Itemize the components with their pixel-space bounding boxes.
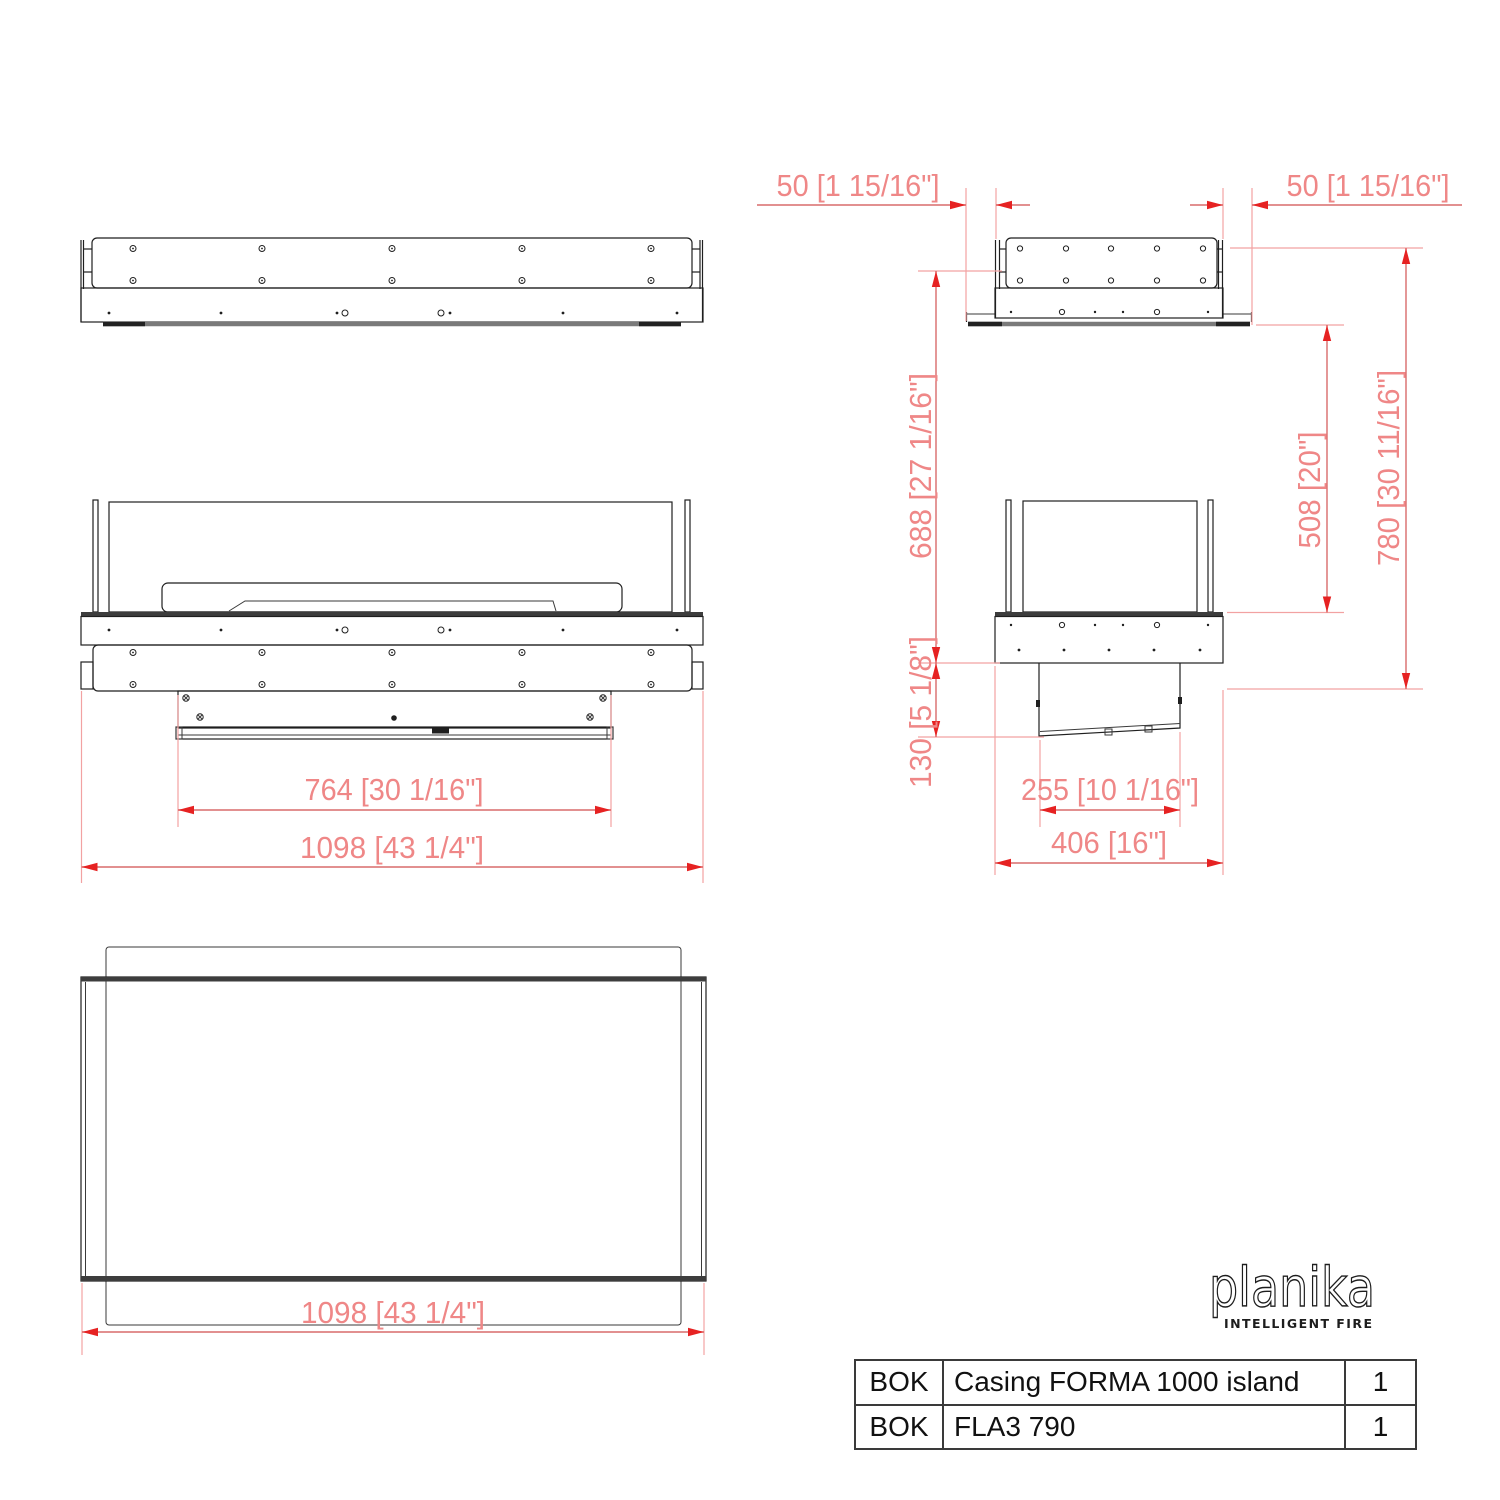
dim-casing-width: 1098 [43 1/4"] [300,830,484,865]
brand-logo [1209,1256,1375,1331]
part-description: FLA3 790 [943,1405,1345,1450]
screw-icons [130,246,654,284]
side-view [995,500,1223,736]
rivet-icons [1010,309,1209,314]
screw-icons [1017,246,1205,283]
dimension-annotations [82,168,1463,1355]
part-code: BOK [855,1360,943,1405]
dim-overhang-left: 50 [1 15/16"] [776,168,940,203]
burner-screw-icons [183,695,606,721]
part-code: BOK [855,1405,943,1450]
planika-logo-text: planika [1209,1256,1375,1319]
front-view [81,500,703,739]
table-row [855,1360,1416,1405]
part-qty: 1 [1345,1405,1416,1450]
screw-icons [130,650,654,688]
part-qty: 1 [1345,1360,1416,1405]
planika-logo-tagline: INTELLIGENT FIRE [1224,1316,1372,1331]
dim-overhang-right: 50 [1 15/16"] [1286,168,1450,203]
dim-burner-width: 764 [30 1/16"] [304,772,484,807]
dim-burner-depth: 255 [10 1/16"] [1021,772,1199,807]
dim-glass-height: 508 [20"] [1292,425,1327,549]
glass-panel-view [81,947,706,1325]
part-description: Casing FORMA 1000 island [943,1360,1345,1405]
rivet-icons [108,627,679,633]
top-view-front-panel [81,238,703,324]
dim-clamp-height: 688 [27 1/16"] [903,367,938,559]
rivet-icons [108,310,679,316]
rivet-icons [1010,622,1209,651]
parts-table [854,1359,1417,1450]
dim-burner-drop: 130 [5 1/8"] [903,630,938,788]
dim-base-depth: 406 [16"] [1051,825,1167,860]
dim-total-height: 780 [30 11/16"] [1371,359,1406,566]
dim-glass-width: 1098 [43 1/4"] [301,1295,485,1330]
table-row [855,1405,1416,1450]
top-view-side-panel [967,238,1252,324]
